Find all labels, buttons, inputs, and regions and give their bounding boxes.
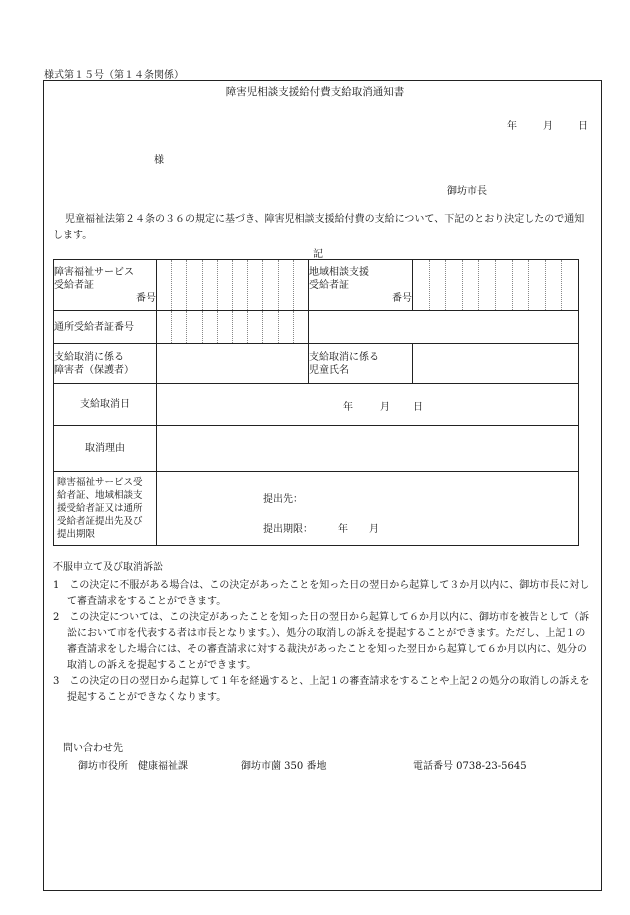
contact-heading: 問い合わせ先 — [63, 743, 123, 754]
submission-value[interactable]: 提出先： 提出期限： 年 月 — [157, 472, 579, 546]
recipient-suffix: 様 — [154, 155, 164, 166]
guardian-value[interactable] — [157, 344, 309, 384]
day-cert-number[interactable] — [157, 311, 309, 344]
contact-office: 御坊市役所 健康福祉課 — [78, 761, 188, 772]
appeal-item-3: 3 この決定の日の翌日から起算して１年を経過すると、上記１の審査請求をすることや上記２の処分の取消しの訴えを提起することができなくなります。 — [53, 676, 590, 703]
submit-to-label: 提出先： — [263, 493, 303, 505]
cancel-reason-value[interactable] — [157, 426, 579, 472]
appeal-heading: 不服申立て及び取消訴訟 — [53, 562, 163, 573]
service-cert-number[interactable] — [157, 260, 309, 311]
contact-phone: 電話番号 0738-23-5645 — [413, 761, 527, 772]
submission-label: 障害福祉サービス受 給者証、地域相談支 援受給者証又は通所 受給者証提出先及び 提出期限 — [54, 472, 157, 546]
date-month: 月 — [543, 121, 553, 132]
child-name-label: 支給取消に係る 児童氏名 — [309, 344, 413, 384]
deadline-label: 提出期限： — [263, 523, 313, 535]
cancel-date-label: 支給取消日 — [54, 384, 157, 426]
body-text: 児童福祉法第２４条の３６の規定に基づき、障害児相談支援給付費の支給について、下記のとおり決定したので通知します。 — [53, 214, 585, 241]
child-name-value[interactable] — [413, 344, 579, 384]
day-cert-label: 通所受給者証番号 — [54, 311, 157, 344]
cancel-date-value[interactable]: 年 月 日 — [157, 384, 579, 426]
document-title: 障害児相談支援給付費支給取消通知書 — [225, 86, 405, 98]
date-day: 日 — [578, 121, 588, 132]
date-year: 年 — [507, 121, 517, 132]
service-cert-label: 障害福祉サービス 受給者証 番号 — [54, 260, 157, 311]
day-cert-blank — [309, 311, 579, 344]
contact-address: 御坊市薗 350 番地 — [241, 761, 327, 772]
appeal-item-2: 2 この決定については、この決定があったことを知った日の翌日から起算して６か月以内に、御坊市を被告として（訴訟において市を代表する者は市長となります。）、処分の取消しの訴えを提起することができます。ただし、上記１の審査請求をした場合には、その審査請求に対する裁決があったことを知った翌日から起算して６か月以内に、処分の取消しの訴えを提起することができます。 — [53, 612, 590, 671]
info-table — [53, 259, 579, 546]
ki-label: 記 — [313, 249, 323, 260]
form-number: 様式第１５号（第１４条関係） — [44, 70, 184, 81]
appeal-item-1: 1 この決定に不服がある場合は、この決定があったことを知った日の翌日から起算して３か月以内に、御坊市長に対して審査請求をすることができます。 — [53, 580, 590, 607]
issuer: 御坊市長 — [447, 186, 487, 197]
guardian-label: 支給取消に係る 障害者（保護者） — [54, 344, 157, 384]
appeal-notice — [53, 560, 593, 706]
community-cert-number[interactable] — [413, 260, 579, 311]
community-cert-label: 地域相談支援 受給者証 番号 — [309, 260, 413, 311]
cancel-reason-label: 取消理由 — [54, 426, 157, 472]
